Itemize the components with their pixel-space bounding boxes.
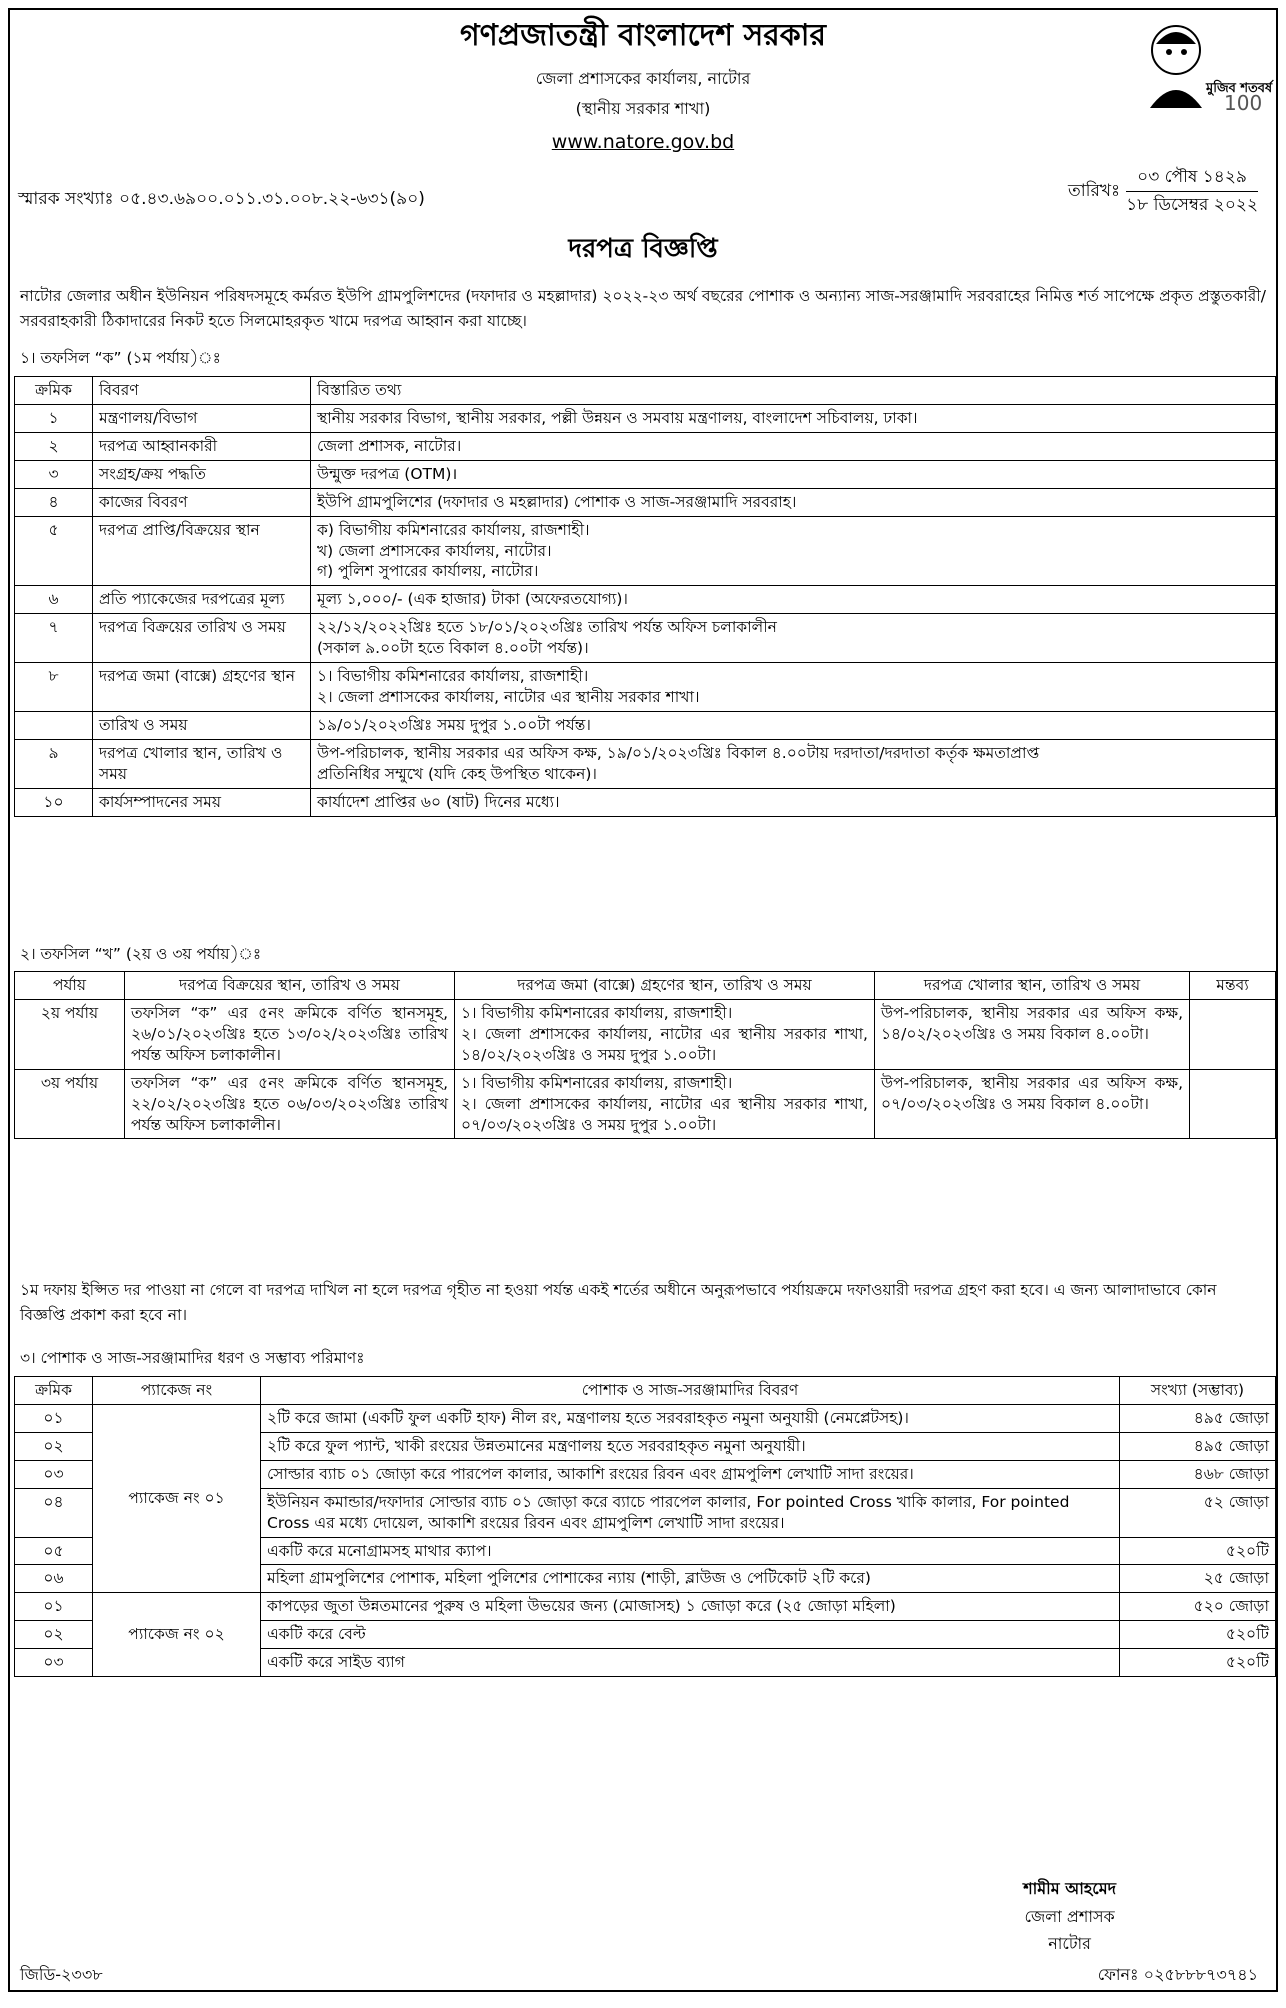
detail-line: প্রতিনিধির সম্মুখে (যদি কেহ উপস্থিত থাকেন)। bbox=[317, 764, 597, 783]
row-remark bbox=[1190, 999, 1276, 1069]
detail-line: ১৯/০১/২০২৩খ্রিঃ সময় দুপুর ১.০০টা পর্যন্ত। bbox=[317, 715, 591, 734]
row-description: দরপত্র প্রাপ্তি/বিক্রয়ের স্থান bbox=[93, 516, 311, 586]
row-submit bbox=[455, 999, 875, 1069]
detail-line: ২২/১২/২০২২খ্রিঃ হতে ১৮/০১/২০২৩খ্রিঃ তারিখ পর্যন্ত অফিস চলাকালীন bbox=[317, 618, 777, 637]
col-header-sale: দরপত্র বিক্রয়ের স্থান, তারিখ ও সময় bbox=[125, 972, 455, 1000]
detail-line: ২। জেলা প্রশাসকের কার্যালয়, নাটোর এর স্থানীয় সরকার শাখা। bbox=[317, 688, 700, 707]
col-header-serial: ক্রমিক bbox=[15, 377, 93, 405]
row-details bbox=[311, 432, 1276, 460]
gd-number: জিডি-২৩৩৮ bbox=[20, 1965, 103, 1984]
website-link[interactable]: www.natore.gov.bd bbox=[551, 131, 735, 153]
item-serial: ০১ bbox=[15, 1404, 93, 1432]
signatory-name: শামীম আহমেদ bbox=[1023, 1879, 1116, 1898]
row-serial: ৭ bbox=[15, 614, 93, 663]
detail-line: জেলা প্রশাসক, নাটোর। bbox=[317, 436, 462, 455]
col-header-item-description: পোশাক ও সাজ-সরঞ্জামাদির বিবরণ bbox=[261, 1377, 1120, 1405]
item-serial: ০৩ bbox=[15, 1460, 93, 1488]
government-title: গণপ্রজাতন্ত্রী বাংলাদেশ সরকার bbox=[460, 18, 826, 53]
table-row bbox=[15, 404, 1276, 432]
row-serial: ৯ bbox=[15, 739, 93, 788]
section-2-label: ২। তফসিল “খ” (২য় ও ৩য় পর্যায়)ঃ bbox=[20, 945, 262, 963]
detail-line: ইউপি গ্রামপুলিশের (দফাদার ও মহল্লাদার) পোশাক ও সাজ-সরঞ্জামাদি সরবরাহ। bbox=[317, 492, 797, 511]
row-description: দরপত্র আহ্বানকারী bbox=[93, 432, 311, 460]
col-header-details: বিস্তারিত তথ্য bbox=[311, 377, 1276, 405]
detail-line: উন্মুক্ত দরপত্র (OTM)। bbox=[317, 464, 458, 483]
col-header-description: বিবরণ bbox=[93, 377, 311, 405]
row-serial: ৫ bbox=[15, 516, 93, 586]
row-details bbox=[311, 488, 1276, 516]
table-row bbox=[15, 516, 1276, 586]
table-row bbox=[15, 739, 1276, 788]
detail-line: (সকাল ৯.০০টা হতে বিকাল ৪.০০টা পর্যন্ত)। bbox=[317, 639, 589, 658]
item-description: কাপড়ের জুতা উন্নতমানের পুরুষ ও মহিলা উভয়ের জন্য (মোজাসহ) ১ জোড়া করে (২৫ জোড়া মহিলা) bbox=[261, 1593, 1120, 1621]
submit-line: ২। জেলা প্রশাসকের কার্যালয়, নাটোর এর স্থানীয় সরকার শাখা, ০৭/০৩/২০২৩খ্রিঃ ও সময় দুপুর ১.০০টা। bbox=[461, 1094, 868, 1134]
table-row bbox=[15, 488, 1276, 516]
detail-line: ১। বিভাগীয় কমিশনারের কার্যালয়, রাজশাহী। bbox=[317, 667, 589, 686]
row-open: উপ-পরিচালক, স্থানীয় সরকার এর অফিস কক্ষ, ১৪/০২/২০২৩খ্রিঃ ও সময় বিকাল ৪.০০টা। bbox=[875, 999, 1190, 1069]
detail-line: উপ-পরিচালক, স্থানীয় সরকার এর অফিস কক্ষ, ১৯/০১/২০২৩খ্রিঃ বিকাল ৪.০০টায় দরদাতা/দরদাতা কর্তৃক ক্ষমতাপ্রাপ্ত bbox=[317, 743, 1040, 762]
col-header-serial: ক্রমিক bbox=[15, 1377, 93, 1405]
section-3-label: ৩। পোশাক ও সাজ-সরঞ্জামাদির ধরণ ও সম্ভাব্য পরিমাণঃ bbox=[20, 1349, 365, 1367]
col-header-remark: মন্তব্য bbox=[1190, 972, 1276, 1000]
row-details bbox=[311, 586, 1276, 614]
package-name: প্যাকেজ নং ০২ bbox=[93, 1593, 261, 1677]
mujib-centenary-logo bbox=[1136, 16, 1273, 116]
table-row bbox=[15, 460, 1276, 488]
table-row bbox=[15, 614, 1276, 663]
item-description: ২টি করে ফুল প্যান্ট, খাকী রংয়ের উন্নতমানের মন্ত্রণালয় হতে সরবরাহকৃত নমুনা অনুযায়ী। bbox=[261, 1432, 1120, 1460]
item-quantity: ৫২০ জোড়া bbox=[1120, 1593, 1276, 1621]
row-details bbox=[311, 516, 1276, 586]
row-description: কাজের বিবরণ bbox=[93, 488, 311, 516]
row-description: কার্যসম্পাদনের সময় bbox=[93, 788, 311, 816]
date-label: তারিখঃ bbox=[1067, 180, 1121, 201]
table-header-row bbox=[15, 1377, 1276, 1405]
item-description: একটি করে বেল্ট bbox=[261, 1621, 1120, 1649]
row-sale: তফসিল “ক” এর ৫নং ক্রমিকে বর্ণিত স্থানসমূহ, ২২/০২/২০২৩খ্রিঃ হতে ০৬/০৩/২০২৩খ্রিঃ তারিখ পর্যন্ত অফিস চলাকালীন। bbox=[125, 1069, 455, 1139]
row-description: প্রতি প্যাকেজের দরপত্রের মূল্য bbox=[93, 586, 311, 614]
table-row bbox=[15, 663, 1276, 712]
table-row bbox=[15, 586, 1276, 614]
row-description: মন্ত্রণালয়/বিভাগ bbox=[93, 404, 311, 432]
submit-line: ২। জেলা প্রশাসকের কার্যালয়, নাটোর এর স্থানীয় সরকার শাখা, ১৪/০২/২০২৩খ্রিঃ ও সময় দুপুর ১.০০টা। bbox=[461, 1024, 868, 1064]
item-serial: ০৬ bbox=[15, 1565, 93, 1593]
item-quantity: ৫২ জোড়া bbox=[1120, 1488, 1276, 1537]
row-serial: ২ bbox=[15, 432, 93, 460]
table-row bbox=[15, 711, 1276, 739]
signature-block bbox=[1023, 1878, 1116, 1955]
intro-paragraph: নাটোর জেলার অধীন ইউনিয়ন পরিষদসমূহে কর্মরত ইউপি গ্রামপুলিশদের (দফাদার ও মহল্লাদার) ২০২২-২৩ অর্থ বছরের পোশাক ও অন্যান্য সাজ-সরঞ্জামাদি সরবরাহের নিমিত্ত শর্ত সাপেক্ষে প্রকৃত প্রস্তুতকারী/সরবরাহকারী ঠিকাদারের নিকট হতে সিলমোহরকৃত খামে দরপত্র আহ্বান করা যাচ্ছে। bbox=[20, 287, 1266, 330]
row-serial: ৬ bbox=[15, 586, 93, 614]
item-quantity: ৫২০টি bbox=[1120, 1621, 1276, 1649]
notice-title: দরপত্র বিজ্ঞপ্তি bbox=[568, 234, 718, 264]
item-quantity: ৪৯৫ জোড়া bbox=[1120, 1404, 1276, 1432]
row-serial: ৮ bbox=[15, 663, 93, 712]
logo-year: 100 bbox=[1224, 91, 1263, 115]
table-row bbox=[15, 1404, 1276, 1432]
table-row bbox=[15, 999, 1276, 1069]
logo-text: মুজিব শতবর্ষ bbox=[1206, 81, 1273, 96]
item-description: মহিলা গ্রামপুলিশের পোশাক, মহিলা পুলিশের পোশাকের ন্যায় (শাড়ী, ব্লাউজ ও পেটিকোট ২টি করে) bbox=[261, 1565, 1120, 1593]
detail-line: ক) বিভাগীয় কমিশনারের কার্যালয়, রাজশাহী। bbox=[317, 520, 590, 539]
row-serial: ১ bbox=[15, 404, 93, 432]
row-details bbox=[311, 614, 1276, 663]
row-details bbox=[311, 711, 1276, 739]
signatory-place: নাটোর bbox=[1048, 1934, 1091, 1954]
date-bangla: ০৩ পৌষ ১৪২৯ bbox=[1126, 166, 1258, 192]
row-serial: ৪ bbox=[15, 488, 93, 516]
row-submit bbox=[455, 1069, 875, 1139]
submit-line: ১। বিভাগীয় কমিশনারের কার্যালয়, রাজশাহী। bbox=[461, 1073, 733, 1092]
row-serial: ১০ bbox=[15, 788, 93, 816]
row-open: উপ-পরিচালক, স্থানীয় সরকার এর অফিস কক্ষ, ০৭/০৩/২০২৩খ্রিঃ ও সময় বিকাল ৪.০০টা। bbox=[875, 1069, 1190, 1139]
tender-notice-page bbox=[8, 8, 1278, 1992]
table-row bbox=[15, 1593, 1276, 1621]
item-serial: ০২ bbox=[15, 1432, 93, 1460]
row-serial: ৩ bbox=[15, 460, 93, 488]
row-details bbox=[311, 739, 1276, 788]
section-1-label: ১। তফসিল “ক” (১ম পর্যায়)ঃ bbox=[20, 349, 221, 367]
submit-line: ১। বিভাগীয় কমিশনারের কার্যালয়, রাজশাহী। bbox=[461, 1003, 733, 1022]
item-serial: ০১ bbox=[15, 1593, 93, 1621]
date-block bbox=[1068, 166, 1258, 217]
phone-number: ফোনঃ ০২৫৮৮৮৭৩৭৪১ bbox=[1097, 1965, 1258, 1984]
item-quantity: ২৫ জোড়া bbox=[1120, 1565, 1276, 1593]
memo-number: স্মারক সংখ্যাঃ ০৫.৪৩.৬৯০০.০১১.৩১.০০৮.২২-৬৩১(৯০) bbox=[18, 189, 425, 209]
row-sale: তফসিল “ক” এর ৫নং ক্রমিকে বর্ণিত স্থানসমূহ, ২৬/০১/২০২৩খ্রিঃ হতে ১৩/০২/২০২৩খ্রিঃ তারিখ পর্যন্ত অফিস চলাকালীন। bbox=[125, 999, 455, 1069]
row-description: দরপত্র জমা (বাক্সে) গ্রহণের স্থান bbox=[93, 663, 311, 712]
schedule-ka-table bbox=[14, 376, 1276, 817]
row-details bbox=[311, 404, 1276, 432]
detail-line: খ) জেলা প্রশাসকের কার্যালয়, নাটোর। bbox=[317, 541, 552, 560]
item-quantity: ৫২০টি bbox=[1120, 1649, 1276, 1677]
detail-line: স্থানীয় সরকার বিভাগ, স্থানীয় সরকার, পল্লী উন্নয়ন ও সমবায় মন্ত্রণালয়, বাংলাদেশ সচিবালয়, ঢাকা। bbox=[317, 408, 918, 427]
row-description: সংগ্রহ/ক্রয় পদ্ধতি bbox=[93, 460, 311, 488]
row-details bbox=[311, 460, 1276, 488]
col-header-submit: দরপত্র জমা (বাক্সে) গ্রহণের স্থান, তারিখ ও সময় bbox=[455, 972, 875, 1000]
row-description: তারিখ ও সময় bbox=[93, 711, 311, 739]
item-description: একটি করে সাইড ব্যাগ bbox=[261, 1649, 1120, 1677]
col-header-package: প্যাকেজ নং bbox=[93, 1377, 261, 1405]
schedule-kha-table bbox=[14, 971, 1276, 1139]
detail-line: গ) পুলিশ সুপারের কার্যালয়, নাটোর। bbox=[317, 562, 539, 581]
col-header-quantity: সংখ্যা (সম্ভাব্য) bbox=[1120, 1377, 1276, 1405]
package-name: প্যাকেজ নং ০১ bbox=[93, 1404, 261, 1592]
col-header-open: দরপত্র খোলার স্থান, তারিখ ও সময় bbox=[875, 972, 1190, 1000]
phase-rule-paragraph: ১ম দফায় ইপ্সিত দর পাওয়া না গেলে বা দরপত্র দাখিল না হলে দরপত্র গৃহীত না হওয়া পর্যন্ত একই শর্তের অধীনে অনুরূপভাবে পর্যায়ক্রমে দফাওয়ারী দরপত্র গ্রহণ করা হবে। এ জন্য আলাদাভাবে কোন বিজ্ঞপ্তি প্রকাশ করা হবে না। bbox=[20, 1281, 1217, 1324]
detail-line: কার্যাদেশ প্রাপ্তির ৬০ (ষাট) দিনের মধ্যে। bbox=[317, 792, 560, 811]
table-row bbox=[15, 432, 1276, 460]
item-description: একটি করে মনোগ্রামসহ মাথার ক্যাপ। bbox=[261, 1537, 1120, 1565]
item-quantity: ৪৯৫ জোড়া bbox=[1120, 1432, 1276, 1460]
items-table bbox=[14, 1376, 1276, 1677]
item-serial: ০২ bbox=[15, 1621, 93, 1649]
item-description: ২টি করে জামা (একটি ফুল একটি হাফ) নীল রং, মন্ত্রণালয় হতে সরবরাহকৃত নমুনা অনুযায়ী (নেমপ্লেটসহ)। bbox=[261, 1404, 1120, 1432]
date-english: ১৮ ডিসেম্বর ২০২২ bbox=[1126, 194, 1258, 215]
table-header-row bbox=[15, 972, 1276, 1000]
office-name: জেলা প্রশাসকের কার্যালয়, নাটোর bbox=[535, 69, 751, 88]
table-row bbox=[15, 1069, 1276, 1139]
item-serial: ০৪ bbox=[15, 1488, 93, 1537]
row-description: দরপত্র বিক্রয়ের তারিখ ও সময় bbox=[93, 614, 311, 663]
signatory-designation: জেলা প্রশাসক bbox=[1024, 1906, 1115, 1926]
header bbox=[10, 10, 1276, 190]
row-details bbox=[311, 788, 1276, 816]
detail-line: মূল্য ১,০০০/- (এক হাজার) টাকা (অফেরতযোগ্য)। bbox=[317, 590, 628, 609]
item-description: সোল্ডার ব্যাচ ০১ জোড়া করে পারপেল কালার, আকাশি রংয়ের রিবন এবং গ্রামপুলিশ লেখাটি সাদা রংয়ের। bbox=[261, 1460, 1120, 1488]
row-details bbox=[311, 663, 1276, 712]
item-serial: ০৫ bbox=[15, 1537, 93, 1565]
branch-name: (স্থানীয় সরকার শাখা) bbox=[575, 99, 711, 118]
table-row bbox=[15, 788, 1276, 816]
row-serial bbox=[15, 711, 93, 739]
row-phase: ৩য় পর্যায় bbox=[15, 1069, 125, 1139]
col-header-phase: পর্যায় bbox=[15, 972, 125, 1000]
row-remark bbox=[1190, 1069, 1276, 1139]
item-serial: ০৩ bbox=[15, 1649, 93, 1677]
item-quantity: ৫২০টি bbox=[1120, 1537, 1276, 1565]
table-header-row bbox=[15, 377, 1276, 405]
item-description: ইউনিয়ন কমান্ডার/দফাদার সোল্ডার ব্যাচ ০১ জোড়া করে ব্যাচে পারপেল কালার, For pointed Cross খাকি কালার, For pointed Cross এর মধ্যে দোয়েল, আকাশি রংয়ের রিবন এবং গ্রামপুলিশ লেখাটি সাদা রংয়ের। bbox=[261, 1488, 1120, 1537]
item-quantity: ৪৬৮ জোড়া bbox=[1120, 1460, 1276, 1488]
row-description: দরপত্র খোলার স্থান, তারিখ ও সময় bbox=[93, 739, 311, 788]
row-phase: ২য় পর্যায় bbox=[15, 999, 125, 1069]
